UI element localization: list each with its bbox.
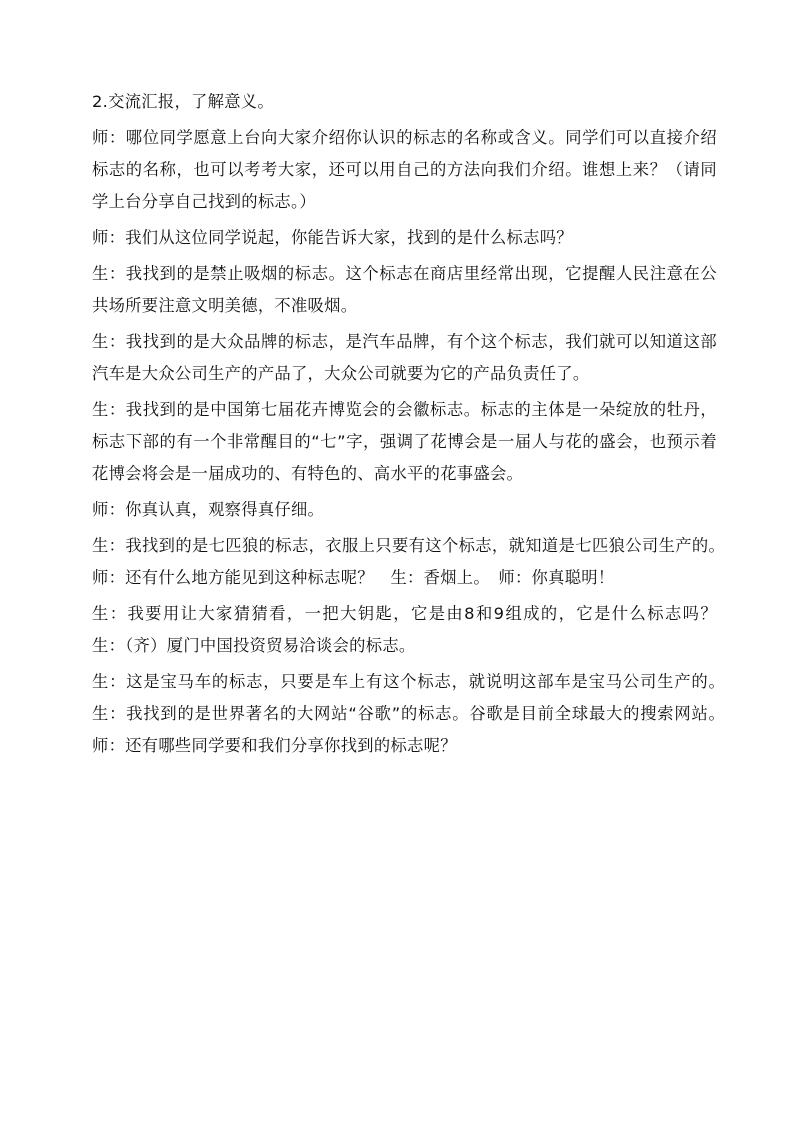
paragraph: 生：我找到的是大众品牌的标志，是汽车品牌，有个这个标志，我们就可以知道这部汽车是大众公司生产的产品了，大众公司就要为它的产品负责任了。 xyxy=(92,332,717,383)
paragraph: 生：我找到的是七匹狼的标志，衣服上只要有这个标志，就知道是七匹狼公司生产的。 师：还有什么地方能见到这种标志呢？ 生：香烟上。 师：你真聪明！ xyxy=(92,536,734,587)
paragraph: 师：哪位同学愿意上台向大家介绍你认识的标志的名称或含义。同学们可以直接介绍标志的名称，也可以考考大家，还可以用自己的方法向我们介绍。谁想上来？（请同学上台分享自己找到的标志。） xyxy=(92,128,717,211)
paragraph: 师：我们从这位同学说起，你能告诉大家，找到的是什么标志吗？ xyxy=(92,228,573,247)
paragraph: 生：我找到的是禁止吸烟的标志。这个标志在商店里经常出现，它提醒人民注意在公共场所要注意文明美德，不准吸烟。 xyxy=(92,264,717,315)
document-body xyxy=(92,86,734,766)
paragraph-heading: 2.交流汇报，了解意义。 xyxy=(92,92,274,111)
paragraph: 生：这是宝马车的标志，只要是车上有这个标志，就说明这部车是宝马公司生产的。 生：我找到的是世界著名的大网站“谷歌”的标志。谷歌是目前全球最大的搜索网站。 师：还有哪些同学要和我们分享你找到的标志呢？ xyxy=(92,672,734,755)
paragraph: 生：我要用让大家猜猜看，一把大钥匙，它是由8和9组成的，它是什么标志吗？ 生：（齐）厦门中国投资贸易洽谈会的标志。 xyxy=(92,604,734,655)
paragraph: 生：我找到的是中国第七届花卉博览会的会徽标志。标志的主体是一朵绽放的牡丹，标志下部的有一个非常醒目的“七”字，强调了花博会是一届人与花的盛会，也预示着花博会将会是一届成功的、有特色的、高水平的花事盛会。 xyxy=(92,400,717,483)
paragraph: 师：你真认真，观察得真仔细。 xyxy=(92,500,325,519)
